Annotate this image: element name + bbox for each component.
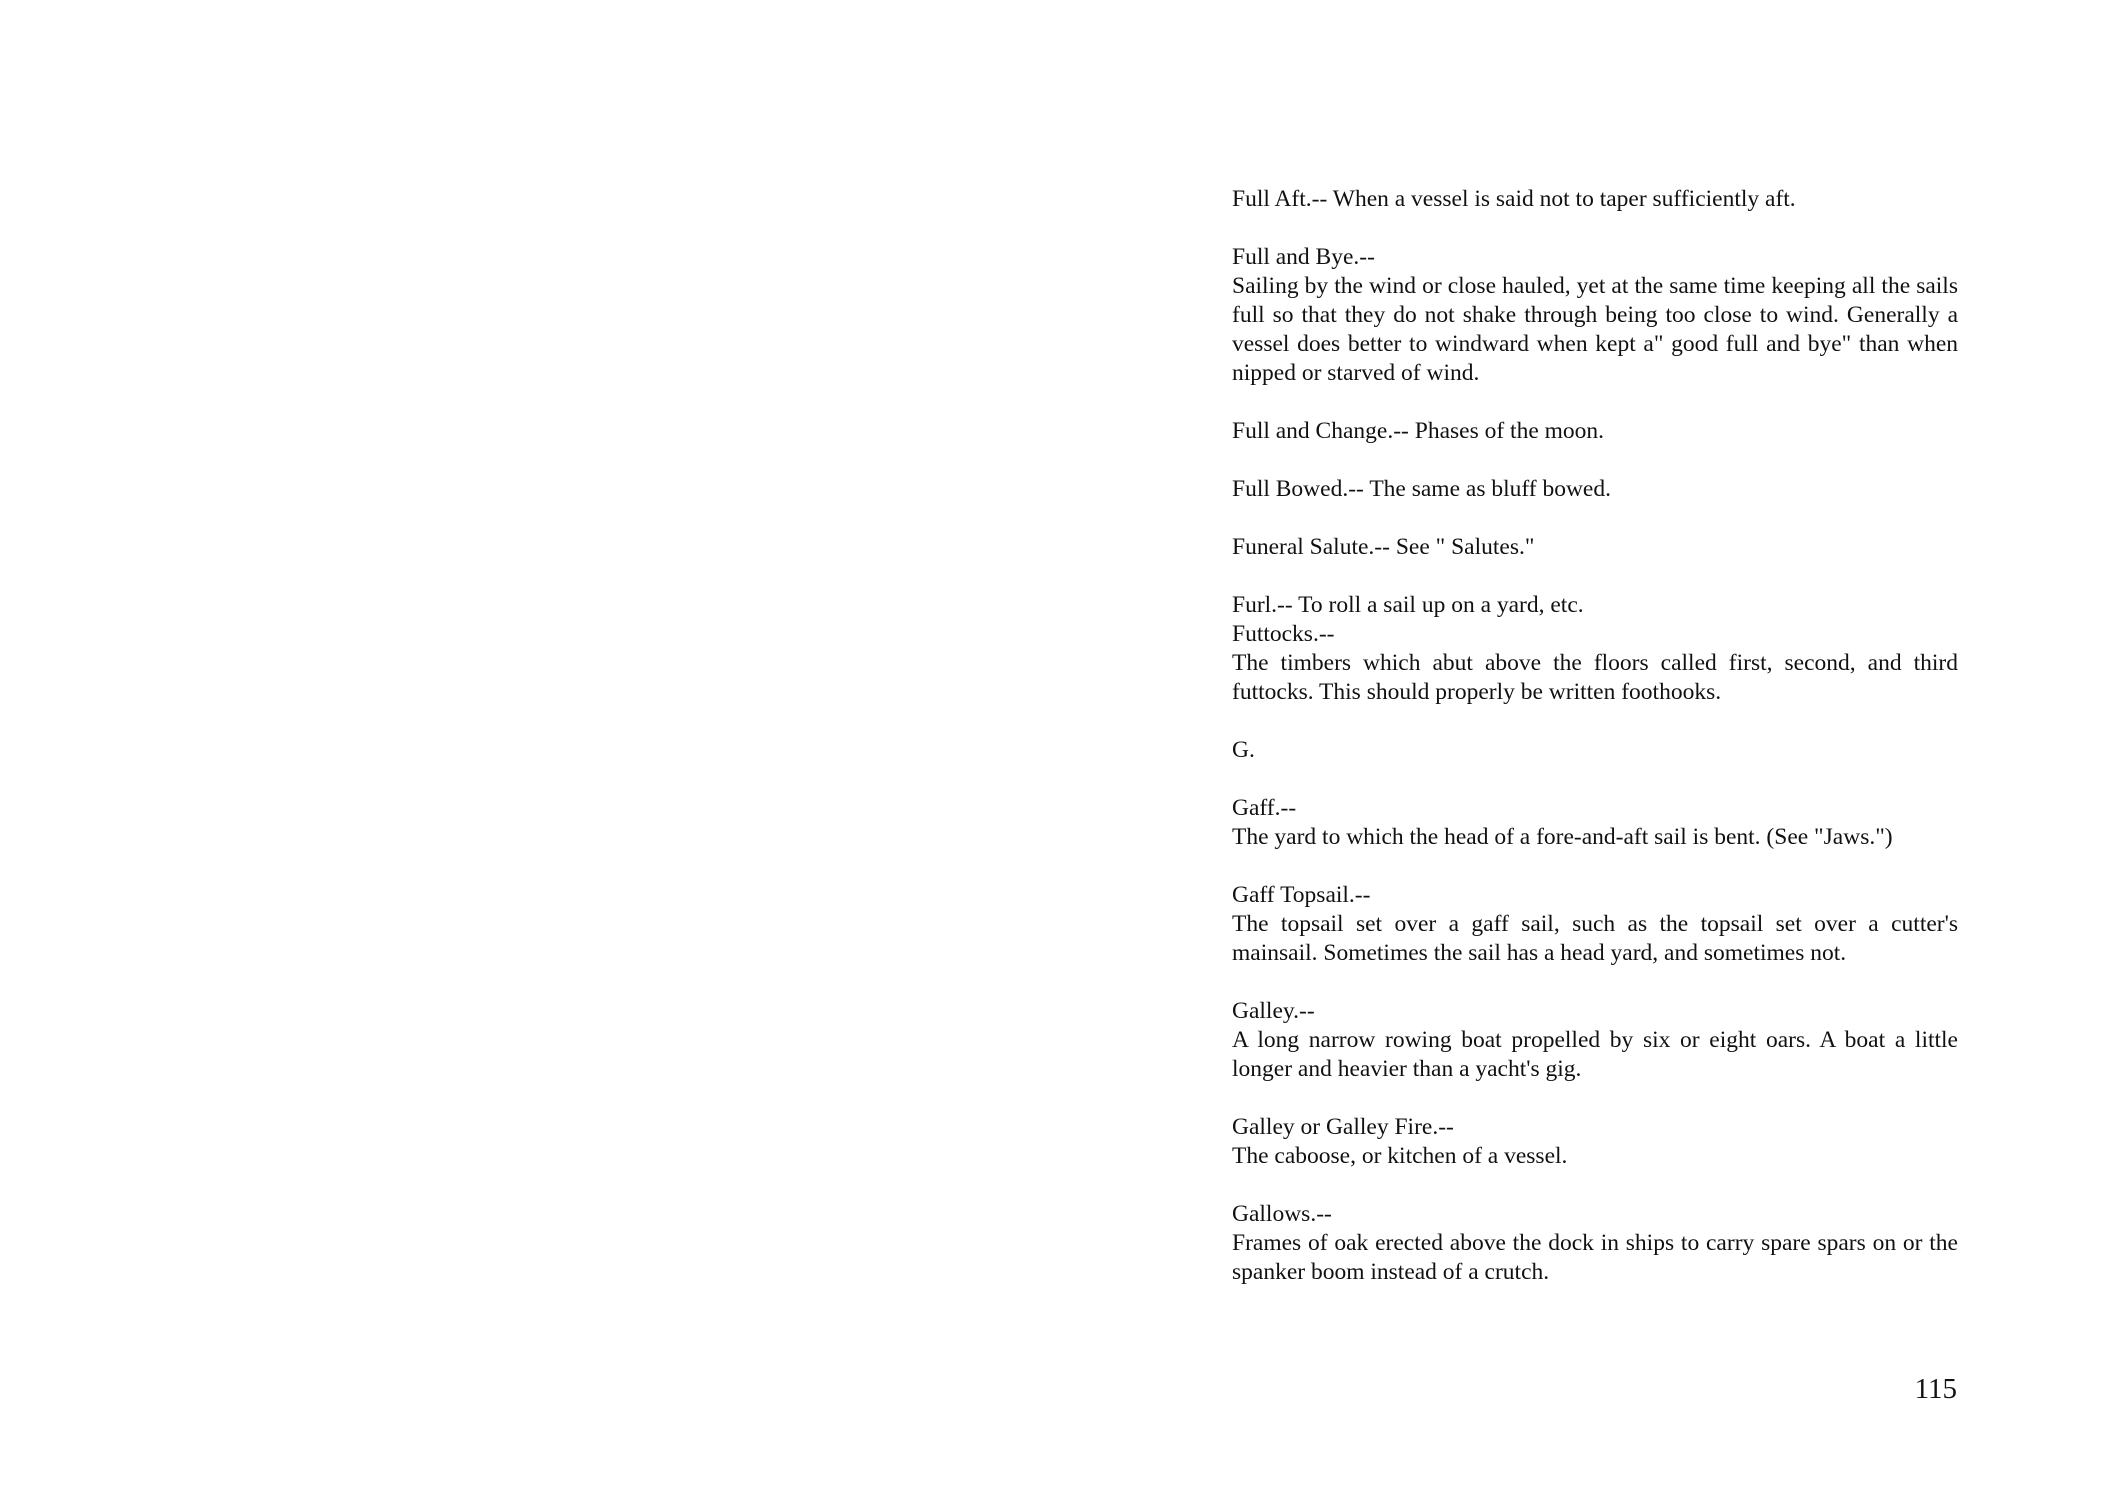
glossary-entry-full-and-bye	[1232, 243, 1958, 388]
entry-definition: The yard to which the head of a fore-and-aft sail is bent. (See "Jaws.")	[1232, 824, 1893, 850]
glossary-text-column	[1232, 185, 1958, 1287]
entry-term: Galley.--	[1232, 998, 1315, 1024]
glossary-entry-futtocks	[1232, 620, 1958, 707]
glossary-entry-furl	[1232, 591, 1958, 620]
glossary-entry-full-and-change	[1232, 417, 1958, 446]
entry-term: Full and Change.--	[1232, 418, 1409, 444]
entry-term: Galley or Galley Fire.--	[1232, 1114, 1454, 1140]
entry-term: Full and Bye.--	[1232, 244, 1375, 270]
entry-definition: The caboose, or kitchen of a vessel.	[1232, 1143, 1568, 1169]
glossary-entry-gaff-topsail	[1232, 881, 1958, 968]
entry-term: Gaff Topsail.--	[1232, 882, 1371, 908]
entry-definition: The topsail set over a gaff sail, such as the topsail set over a cutter's mainsail. Sometimes the sail has a head yard, and sometimes not.	[1232, 911, 1958, 966]
right-page	[1052, 0, 2105, 1489]
entry-term: Full Aft.--	[1232, 186, 1328, 212]
entry-definition: Sailing by the wind or close hauled, yet at the same time keeping all the sails full so that they do not shake through being too close to wind. Generally a vessel does better to windward when kept a" good full and bye" than when nipped or starved of wind.	[1232, 273, 1958, 386]
entry-definition: Frames of oak erected above the dock in ships to carry spare spars on or the spanker boom instead of a crutch.	[1232, 1230, 1958, 1285]
entry-term: Funeral Salute.--	[1232, 534, 1390, 560]
glossary-entry-full-aft	[1232, 185, 1958, 214]
entry-term: Furl.--	[1232, 592, 1293, 618]
glossary-entry-gallows	[1232, 1200, 1958, 1287]
entry-definition: To roll a sail up on a yard, etc.	[1298, 592, 1584, 618]
glossary-entry-galley-fire	[1232, 1113, 1958, 1171]
glossary-entry-full-bowed	[1232, 475, 1958, 504]
section-heading-g: G.	[1232, 737, 1255, 763]
entry-definition: The same as bluff bowed.	[1369, 476, 1611, 502]
entry-definition: When a vessel is said not to taper sufficiently aft.	[1332, 186, 1796, 212]
entry-term: Full Bowed.--	[1232, 476, 1364, 502]
left-page-blank	[0, 0, 1052, 1489]
entry-term: Gallows.--	[1232, 1201, 1332, 1227]
glossary-entry-galley	[1232, 997, 1958, 1084]
page-number: 115	[1914, 1373, 1957, 1405]
entry-definition: Phases of the moon.	[1414, 418, 1605, 444]
glossary-entry-gaff	[1232, 794, 1958, 852]
entry-term: Gaff.--	[1232, 795, 1297, 821]
glossary-entry-funeral-salute	[1232, 533, 1958, 562]
entry-definition: A long narrow rowing boat propelled by six or eight oars. A boat a little longer and heavier than a yacht's gig.	[1232, 1027, 1958, 1082]
entry-definition: The timbers which abut above the floors called first, second, and third futtocks. This should properly be written foothooks.	[1232, 650, 1958, 705]
entry-term: Futtocks.--	[1232, 621, 1335, 647]
entry-definition: See " Salutes."	[1395, 534, 1535, 560]
